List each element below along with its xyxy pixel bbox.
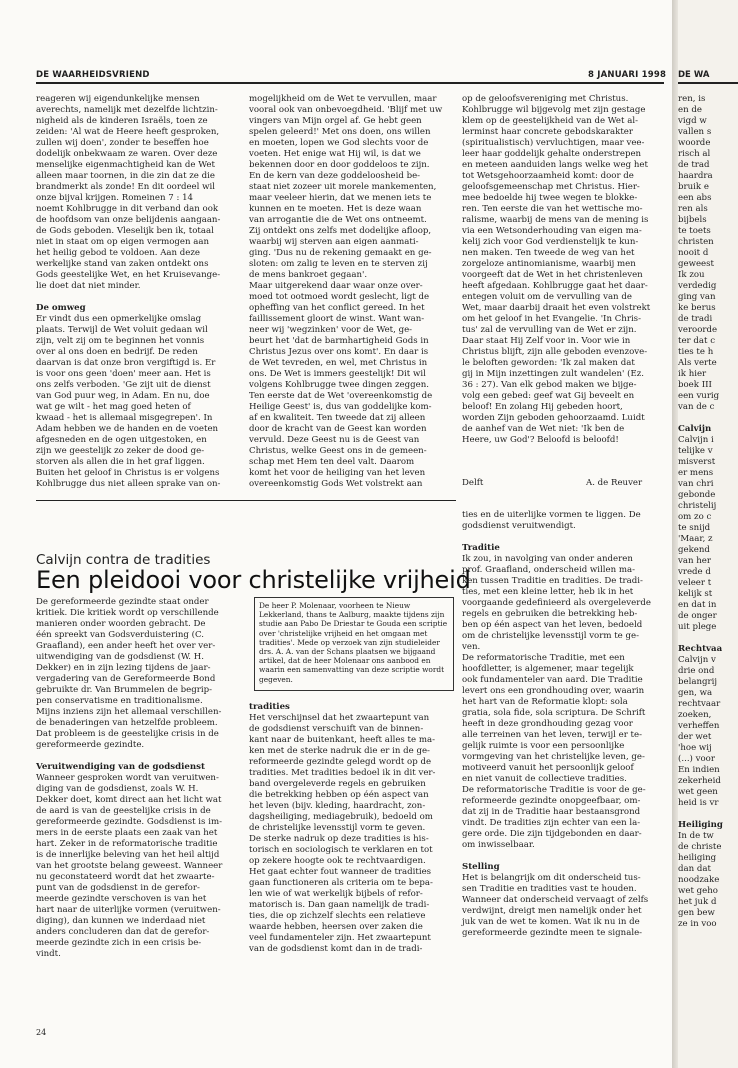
top-article-column-3: op de geloofsvereniging met Christus. Kohlbrugge wil bijgevolg met zijn gestage klem op de geestelijkheid van de Wet al- lerminst haar concrete gebodskarakter (spiritualistisch) vervluchtigen, maar vee- leer haar goddelijk gehalte onderstrepen en meteen aanduiden langs welke weg het tot Wetsgehoorzaamheid komt: door de geloofsgemeenschap met Christus. Hier- mee bedoelde hij twee wegen te blokke- ren. Ten eerste die van het wettische mo- ralisme, waarbij de mens van de mening is via een Wetsonderhouding van eigen ma- kelij zich voor God verdienstelijk te kun- nen maken. Ten tweede de weg van het zorgeloze antinomianisme, waarbij men voorgeeft dat de Wet in het christenleven heeft afgedaan. Kohlbrugge gaat het daar- entegen voluit om de vervulling van de Wet, maar daarbij draait het even volstrekt om het geloof in het Evangelie. 'In Chris- tus' zal de vervulling van de Wet er zijn. Daar staat Hij Zelf voor in. Voor wie in Christus blijft, zijn alle geboden evenzove- le beloften geworden: 'Ik zal maken dat gij in Mijn inzettingen zult wandelen' (Ez. 36 : 27). Van elk gebod maken we bijge- volg een gebed: geef wat Gij beveelt en beloof! En zolang Hij gebeden hoort, worden Zijn geboden gehoorzaamd. Luidt de aanhef van de Wet niet: 'Ik ben de Heere, uw God'? Beloofd is beloofd! [462, 94, 651, 445]
signature-place: Delft [462, 478, 484, 488]
main-article-column-3: ties en de uiterlijke vormen te liggen. De godsdienst veruitwendigt. Traditie Ik zou, in navolging van onder anderen prof. Graafland, onderscheid willen ma- ken tussen Traditie en tradities. De tradi- ties, met een kleine letter, heb ik in het voorgaande gedefinieerd als overgeleverde regels en gebruiken die betrekking heb- ben op één aspect van het leven, bedoeld om de christelijke levensstijl vorm te ge- ven. De reformatorische Traditie, met een hoofdletter, is algemener, maar tegelijk ook fundamenteler van aard. Die Traditie levert ons een grondhouding over, waarin het hart van de Reformatie klopt: sola gratia, sola fide, sola scriptura. De Schrift heeft in deze grondhouding gezag voor alle terreinen van het leven, terwijl er te- gelijk ruimte is voor een persoonlijke vormgeving van het christelijke leven, ge- motiveerd vanuit het persoonlijk geloof en niet vanuit de collectieve tradities. De reformatorische Traditie is voor de ge- reformeerde gezindte onopgeefbaar, om- dat zij in de Traditie haar bestaansgrond vindt. De tradities zijn echter van een la- gere orde. Die zijn tijdgebonden en daar- om inwisselbaar. Stelling Het is belangrijk om dit onderscheid tus- sen Traditie en tradities vast te houden. Wanneer dat onderscheid vervaagt of zelfs verdwijnt, dreigt men namelijk onder het juk van de wet te komen. Wat ik nu in de gereformeerde gezindte meen te signale- [462, 510, 651, 938]
top-article-column-1: reageren wij eigendunkelijke mensen averechts, namelijk met dezelfde lichtzin- nigheid als de kinderen Israëls, toen ze zeiden: 'Al wat de Heere heeft gesproken, zullen wij doen', zonder te beseffen hoe dodelijk onbekwaam ze waren. Over deze menselijke eigenmachtigheid kan de Wet alleen maar toornen, in die zin dat ze die brandmerkt als zonde! En dit oordeel wil onze bijval krijgen. Romeinen 7 : 14 noemt Kohlbrugge in dit verband dan ook de hoofdsom van onze belijdenis aangaan- de Gods geboden. Vleselijk ben ik, totaal niet in staat om op eigen vermogen aan het heilig gebod te voldoen. Aan deze werkelijke stand van zaken ontdekt ons Gods geestelijke Wet, en het Kruisevange- lie doet dat niet minder. De omweg Er vindt dus een opmerkelijke omslag plaats. Terwijl de Wet voluit gedaan wil zijn, velt zij om te beginnen het vonnis over al ons doen en bedrijf. De reden daarvan is dat onze bron vergiftigd is. Er is voor ons geen 'doen' meer aan. Het is ons zelfs verboden. 'Ge zijt uit de dienst van God puur weg, in Adam. En nu, doe wat ge wilt - het mag goed heten of kwaad - het is allemaal misgegrepen'. In Adam hebben we de handen en de voeten afgesneden en de ogen uitgestoken, en zijn we geestelijk zo zeker de dood ge- storven als allen die in het graf liggen. Buiten het geloof in Christus is er volgens Kohlbrugge dus niet alleen sprake van on- [36, 94, 221, 489]
adjacent-page-header: DE WA [678, 70, 710, 80]
signature-author: A. de Reuver [586, 478, 643, 488]
header-rule [36, 82, 664, 84]
page-number: 24 [36, 1028, 47, 1037]
intro-box: De heer P. Molenaar, voorheen te Nieuw Lekkerland, thans te Aalburg, maakte tijdens zijn studie aan Pabo De Driestar te Gouda een scriptie over 'christelijke vrijheid en het omgaan met tradities'. Mede op verzoek van zijn studieleider drs. A. A. van der Schans plaatsen we bijgaand artikel, dat de heer Molenaar ons aanbood en waarin een samenvatting van deze scriptie wordt gegeven. [254, 597, 454, 691]
adjacent-page-column: ren, is en de vigd w vallen s woorde risch al de trad haardra bruik e een abs ren als bijbels te toets christen nooit d geweest Ik zou verdedig ging van ke berus de tradi veroorde ter dat c ties te h Als verte ik hier boek III een vurig van de c Calvijn Calvijn i telijke v misverst er mens van chri gebonde christelij om zo c te snijd 'Maar, z gekend van her vrede d veleer t kelijk st en dat in de onger uit plege Rechtvaa Calvijn v drie ond belangrij gen, wa rechtvaar zoeken, verheffen der wet 'hoe wij (...) voor En indien zekerheid wet geen heid is vr Heiliging In de tw de christe heiliging dan dat noodzake wet geho het juk d gen bew ze in voo [678, 94, 723, 929]
publication-name: DE WAARHEIDSVRIEND [36, 70, 150, 80]
main-article-column-1: De gereformeerde gezindte staat onder kritiek. Die kritiek wordt op verschillende manieren onder woorden gebracht. De één spreekt van Godsverduistering (C. Graafland), een ander heeft het over ver- uitwendiging van de godsdienst (W. H. Dekker) en in zijn lezing tijdens de jaar- vergadering van de Gereformeerde Bond gebruikte dr. Van Brummelen de begrip- pen conservatisme en traditionalisme. Mijns inziens zijn het allemaal verschillen- de benaderingen van hetzelfde probleem. Dat probleem is de geestelijke crisis in de gereformeerde gezindte. Veruitwendiging van de godsdienst Wanneer gesproken wordt van veruitwen- diging van de godsdienst, zoals W. H. Dekker doet, komt direct aan het licht wat de aard is van de geestelijke crisis in de gereformeerde gezindte. Godsdienst is im- mers in de eerste plaats een zaak van het hart. Zeker in de reformatorische traditie is de innerlijke beleving van het heil altijd van het grootste belang geweest. Wanneer nu geconstateerd wordt dat het zwaarte- punt van de godsdienst in de gerefor- meerde gezindte verschoven is van het hart naar de uiterlijke vormen (veruitwen- diging), dan kunnen we inderdaad niet anders concluderen dan dat de gerefor- meerde gezindte zich in een crisis be- vindt. [36, 597, 223, 959]
article-kicker: Calvijn contra de tradities [36, 552, 211, 568]
main-article-column-2: tradities Het verschijnsel dat het zwaartepunt van de godsdienst verschuift van de binnen- kant naar de buitenkant, heeft alles te ma- ken met de sterke nadruk die er in de ge- reformeerde gezindte gelegd wordt op de tradities. Met tradities bedoel ik in dit ver- band overgeleverde regels en gebruiken die betrekking hebben op één aspect van het leven (bijv. kleding, haardracht, zon- dagsheiliging, mediagebruik), bedoeld om de christelijke levensstijl vorm te geven. De sterke nadruk op deze tradities is his- torisch en sociologisch te verklaren en tot op zekere hoogte ook te rechtvaardigen. Het gaat echter fout wanneer de tradities gaan functioneren als criteria om te bepa- len wie of wat werkelijk bijbels of refor- matorisch is. Dan gaan namelijk de tradi- ties, die op zichzelf slechts een relatieve waarde hebben, heersen over zaken die veel fundamenteler zijn. Het zwaartepunt van de godsdienst komt dan in de tradi- [249, 702, 436, 954]
issue-date: 8 JANUARI 1998 [588, 70, 667, 80]
section-divider [36, 500, 456, 501]
article-title: Een pleidooi voor christelijke vrijheid [36, 566, 471, 594]
adjacent-page [678, 0, 738, 1068]
adjacent-header-rule [678, 82, 738, 84]
top-article-column-2: mogelijkheid om de Wet te vervullen, maar vooral ook van onbevoegdheid. 'Blijf met uw vingers van Mijn orgel af. Ge hebt geen spelen geleerd!' Met ons doen, ons willen en moeten, lopen we God slechts voor de voeten. Het enige wat Hij wil, is dat we bekennen door en door goddeloos te zijn. En de kern van deze goddeloosheid be- staat niet zozeer uit morele mankementen, maar veeleer hierin, dat we menen iets te kunnen en te moeten. Het is deze waan van arrogantie die de Wet ons ontneemt. Zij ontdekt ons zelfs met dodelijke afloop, waarbij wij sterven aan eigen aanmati- ging. 'Dus nu de rekening gemaakt en ge- sloten: om zalig te leven en te sterven zij de mens bankroet gegaan'. Maar uitgerekend daar waar onze over- moed tot ootmoed wordt geslecht, ligt de opheffing van het conflict gereed. In het faillissement gloort de winst. Want wan- neer wij 'wegzinken' voor de Wet, ge- beurt het 'dat de barmhartigheid Gods in Christus Jezus over ons komt'. En daar is de Wet tevreden, en wel, met Christus in ons. De Wet is immers geestelijk! Dit wil volgens Kohlbrugge twee dingen zeggen. Ten eerste dat de Wet 'overeenkomstig de Heilige Geest' is, dus van goddelijke kom- af en kwaliteit. Ten tweede dat zij alleen door de kracht van de Geest kan worden vervuld. Deze Geest nu is de Geest van Christus, welke Geest ons in de gemeen- schap met Hem ten deel valt. Daarom komt het voor de heiliging van het leven overeenkomstig Gods Wet volstrekt aan [249, 94, 443, 489]
